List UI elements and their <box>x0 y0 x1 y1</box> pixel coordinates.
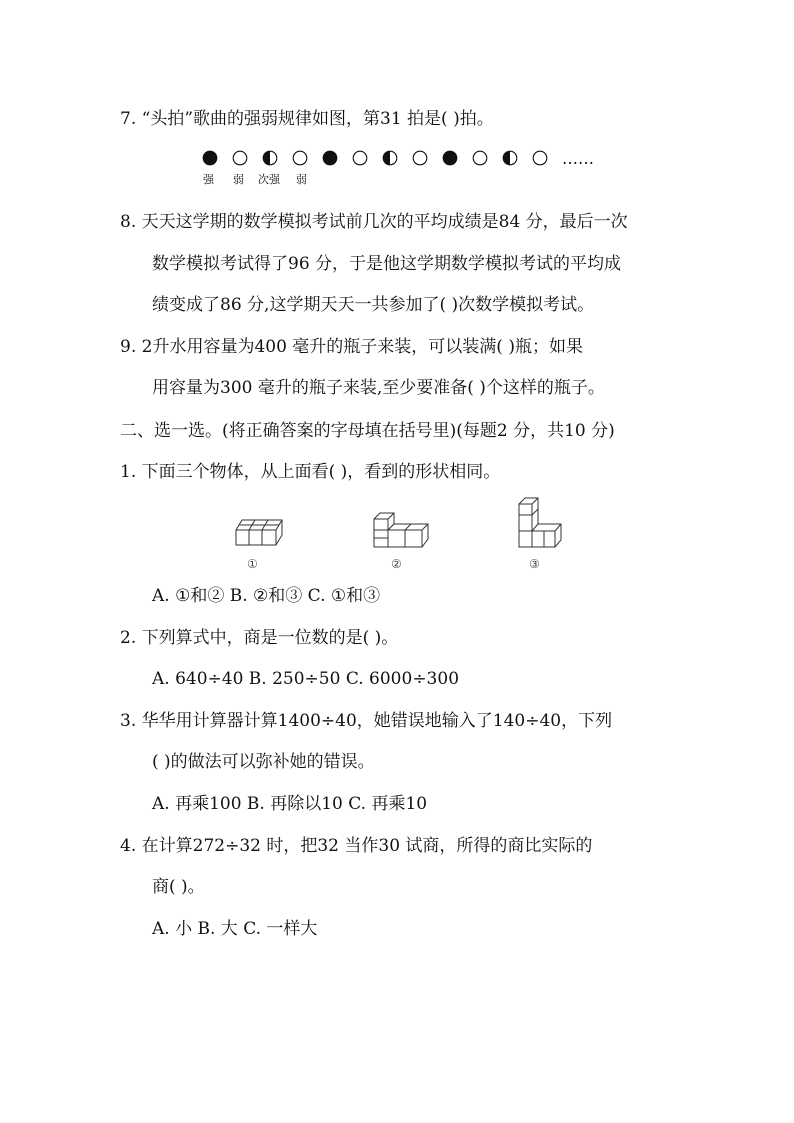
question-7-text: 7. “头拍”歌曲的强弱规律如图，第31 拍是( )拍。 <box>120 109 494 129</box>
figure-3-cubes <box>516 496 564 550</box>
beat-label-secondary: 次强 <box>258 173 280 186</box>
choice-4-text-2: 商( )。 <box>152 877 205 897</box>
choice-3-text: 3. 华华用计算器计算1400÷40，她错误地输入了140÷40，下列 <box>120 711 613 731</box>
beat-strong-circle <box>322 150 338 166</box>
question-9-line-2: 用容量为300 毫升的瓶子来装,至少要准备( )个这样的瓶子。 <box>152 378 605 398</box>
section-2-heading: 二、选一选。(将正确答案的字母填在括号里)(每题2 分，共10 分) <box>120 421 615 441</box>
choice-4-text: 4. 在计算272÷32 时，把32 当作30 试商，所得的商比实际的 <box>120 836 593 856</box>
figure-2-label: ② <box>391 557 402 571</box>
beat-weak-circle <box>532 150 548 166</box>
beat-strong-circle <box>202 150 218 166</box>
figure-1-label: ① <box>247 557 258 571</box>
figure-1-cubes <box>234 518 286 550</box>
choice-3-options: A. 再乘100 B. 再除以10 C. 再乘10 <box>152 794 428 814</box>
choice-2-options: A. 640÷40 B. 250÷50 C. 6000÷300 <box>152 669 460 689</box>
beat-weak-circle <box>472 150 488 166</box>
choice-3-text-2: ( )的做法可以弥补她的错误。 <box>152 752 375 772</box>
figure-2-cubes <box>371 511 431 551</box>
question-9-line-1: 9. 2升水用容量为400 毫升的瓶子来装，可以装满( )瓶；如果 <box>120 337 583 357</box>
figure-3-label: ③ <box>529 557 540 571</box>
choice-1-options: A. ①和② B. ②和③ C. ①和③ <box>152 586 381 606</box>
question-8-line-3: 绩变成了86 分,这学期天天一共参加了( )次数学模拟考试。 <box>152 295 595 315</box>
beat-ellipsis: …… <box>562 149 594 168</box>
beat-secondary-circle <box>502 150 518 166</box>
choice-2-text: 2. 下列算式中，商是一位数的是( )。 <box>120 628 399 648</box>
beat-weak-circle <box>232 150 248 166</box>
choice-1-text: 1. 下面三个物体，从上面看( )，看到的形状相同。 <box>120 462 501 482</box>
question-8-line-1: 8. 天天这学期的数学模拟考试前几次的平均成绩是84 分，最后一次 <box>120 212 628 232</box>
beat-weak-circle <box>292 150 308 166</box>
beat-label-weak-2: 弱 <box>296 173 307 186</box>
beat-weak-circle <box>412 150 428 166</box>
beat-weak-circle <box>352 150 368 166</box>
beat-secondary-circle <box>262 150 278 166</box>
beat-secondary-circle <box>382 150 398 166</box>
beat-pattern-diagram <box>200 149 620 193</box>
choice-4-options: A. 小 B. 大 C. 一样大 <box>152 919 318 939</box>
beat-label-weak: 弱 <box>233 173 244 186</box>
beat-strong-circle <box>442 150 458 166</box>
beat-label-strong: 强 <box>203 173 214 186</box>
question-8-line-2: 数学模拟考试得了96 分，于是他这学期数学模拟考试的平均成 <box>152 254 622 274</box>
